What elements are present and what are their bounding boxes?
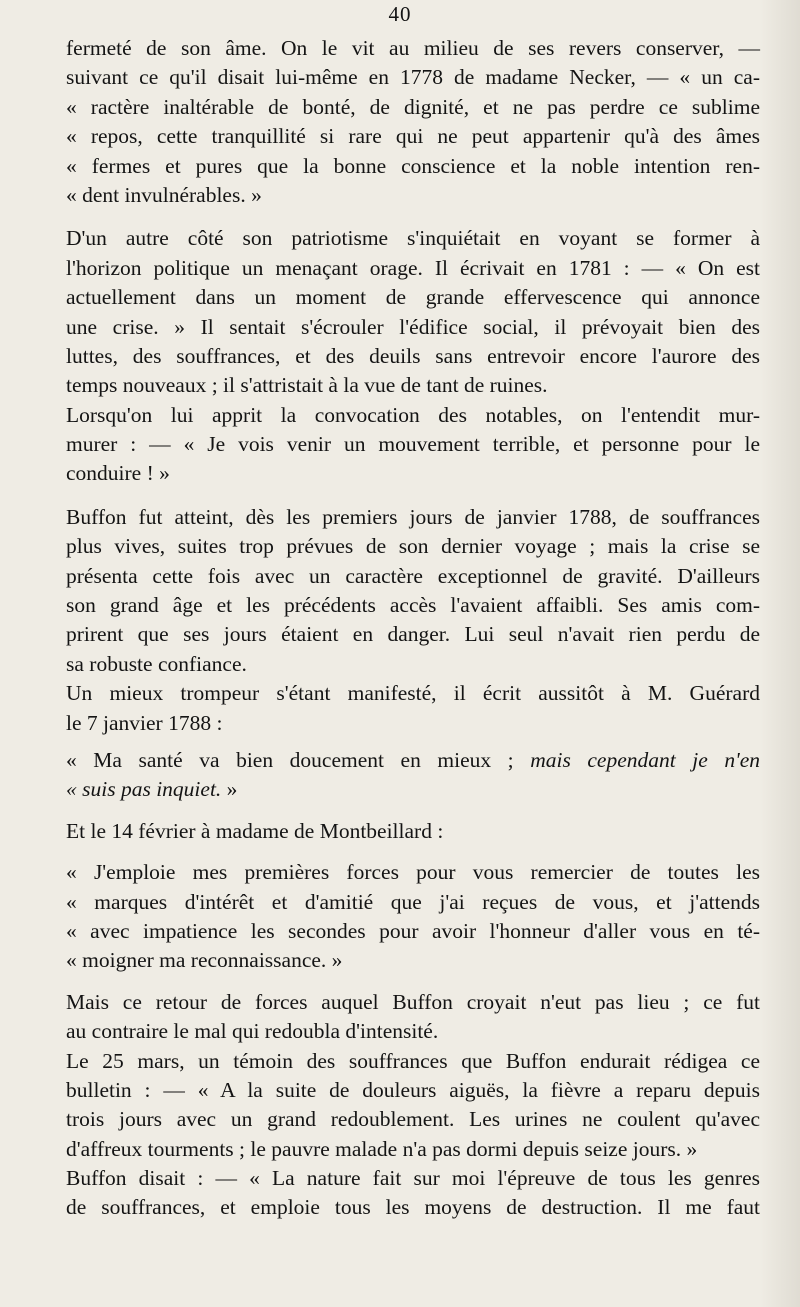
text-line: conduire ! » [66, 461, 170, 486]
text-line: son grand âge et les précédents accès l'avaient affaibli. Ses amis com- [66, 593, 760, 618]
text-line: une crise. » Il sentait s'écrouler l'édifice social, il prévoyait bien des [66, 314, 760, 339]
text-line: fermeté de son âme. On le vit au milieu de ses revers conserver, — [66, 36, 760, 60]
quote-guerard [66, 746, 760, 805]
paragraph-letter-guerard [66, 679, 760, 738]
text-line: Et le 14 février à madame de Montbeillard : [66, 818, 444, 843]
quote-italic-text: « suis pas inquiet. [66, 777, 222, 802]
paragraph-gap [66, 210, 760, 224]
text-line: « fermes et pures que la bonne conscience et la noble intention ren- [66, 153, 760, 178]
quote-montbeillard [66, 858, 760, 976]
text-line: Le 25 mars, un témoin des souffrances que Buffon endurait rédigea ce [66, 1048, 760, 1073]
text-line: « avec impatience les secondes pour avoir l'honneur d'aller vous en té- [66, 918, 760, 943]
text-line: luttes, des souffrances, et des deuils sans entrevoir encore l'aurore des [66, 343, 760, 368]
text-line: Mais ce retour de forces auquel Buffon croyait n'eut pas lieu ; ce fut [66, 989, 760, 1014]
paragraph-gap [66, 976, 760, 988]
text-line: temps nouveaux ; il s'attristait à la vue de tant de ruines. [66, 373, 548, 398]
text-line: D'un autre côté son patriotisme s'inquiétait en voyant se former à [66, 226, 760, 251]
quote-text: » [221, 777, 238, 802]
paragraph-patriotism [66, 224, 760, 400]
text-line: trois jours avec un grand redoublement. Les urines ne coulent qu'avec [66, 1107, 760, 1132]
text-line: « repos, cette tranquillité si rare qui ne peut appartenir qu'à des âmes [66, 124, 760, 149]
paragraph-letter-montbeillard [66, 817, 760, 846]
text-line: Buffon fut atteint, dès les premiers jours de janvier 1788, de souffrances [66, 504, 760, 529]
text-line: prirent que ses jours étaient en danger. Lui seul n'avait rien perdu de [66, 622, 760, 647]
text-line: Un mieux trompeur s'étant manifesté, il écrit aussitôt à M. Guérard [66, 681, 760, 706]
text-line: au contraire le mal qui redoubla d'intensité. [66, 1019, 439, 1044]
text-line: « ractère inaltérable de bonté, de dignité, et ne pas perdre ce sublime [66, 94, 760, 119]
paragraph-gap [66, 489, 760, 503]
text-line: sa robuste confiance. [66, 651, 247, 676]
text-line: le 7 janvier 1788 : [66, 710, 223, 735]
text-line: l'horizon politique un menaçant orage. Il écrivait en 1781 : — « On est [66, 255, 760, 280]
text-line: d'affreux tourments ; le pauvre malade n'a pas dormi depuis seize jours. » [66, 1136, 698, 1161]
text-line: de souffrances, et emploie tous les moyens de destruction. Il me faut [66, 1195, 760, 1220]
paragraph-buffon-said [66, 1164, 760, 1223]
text-line: « marques d'intérêt et d'amitié que j'ai reçues de vous, et j'attends [66, 889, 760, 914]
text-line: plus vives, suites trop prévues de son dernier voyage ; mais la crise se [66, 534, 760, 559]
text-line [66, 746, 760, 775]
quote-italic-text: mais cependant je n'en [530, 747, 760, 772]
paragraph-illness-1788 [66, 503, 760, 679]
paragraph-relapse [66, 988, 760, 1047]
text-line: « moigner ma reconnaissance. » [66, 948, 343, 973]
quote-text: « Ma santé va bien doucement en mieux ; [66, 747, 531, 772]
text-line: « dent invulnérables. » [66, 182, 262, 207]
text-line: murer : — « Je vois venir un mouvement terrible, et personne pour le [66, 432, 760, 457]
paragraph-gap [66, 738, 760, 746]
paragraph-gap [66, 805, 760, 817]
page-number: 40 [388, 2, 412, 26]
paragraph-bulletin [66, 1047, 760, 1165]
paragraph-notables [66, 401, 760, 489]
page-text [66, 34, 760, 1223]
paragraph-gap [66, 846, 760, 858]
text-line: bulletin : — « A la suite de douleurs aiguës, la fièvre a reparu depuis [66, 1077, 760, 1102]
text-line: suivant ce qu'il disait lui-même en 1778 de madame Necker, — « un ca- [66, 65, 760, 90]
paragraph-necker-quote [66, 34, 760, 210]
text-line: présenta cette fois avec un caractère exceptionnel de gravité. D'ailleurs [66, 563, 760, 588]
text-line: « J'emploie mes premières forces pour vous remercier de toutes les [66, 860, 760, 885]
text-line: Lorsqu'on lui apprit la convocation des notables, on l'entendit mur- [66, 402, 760, 427]
text-line: Buffon disait : — « La nature fait sur moi l'épreuve de tous les genres [66, 1166, 760, 1191]
text-line [66, 775, 760, 804]
text-line: actuellement dans un moment de grande effervescence qui annonce [66, 285, 760, 310]
